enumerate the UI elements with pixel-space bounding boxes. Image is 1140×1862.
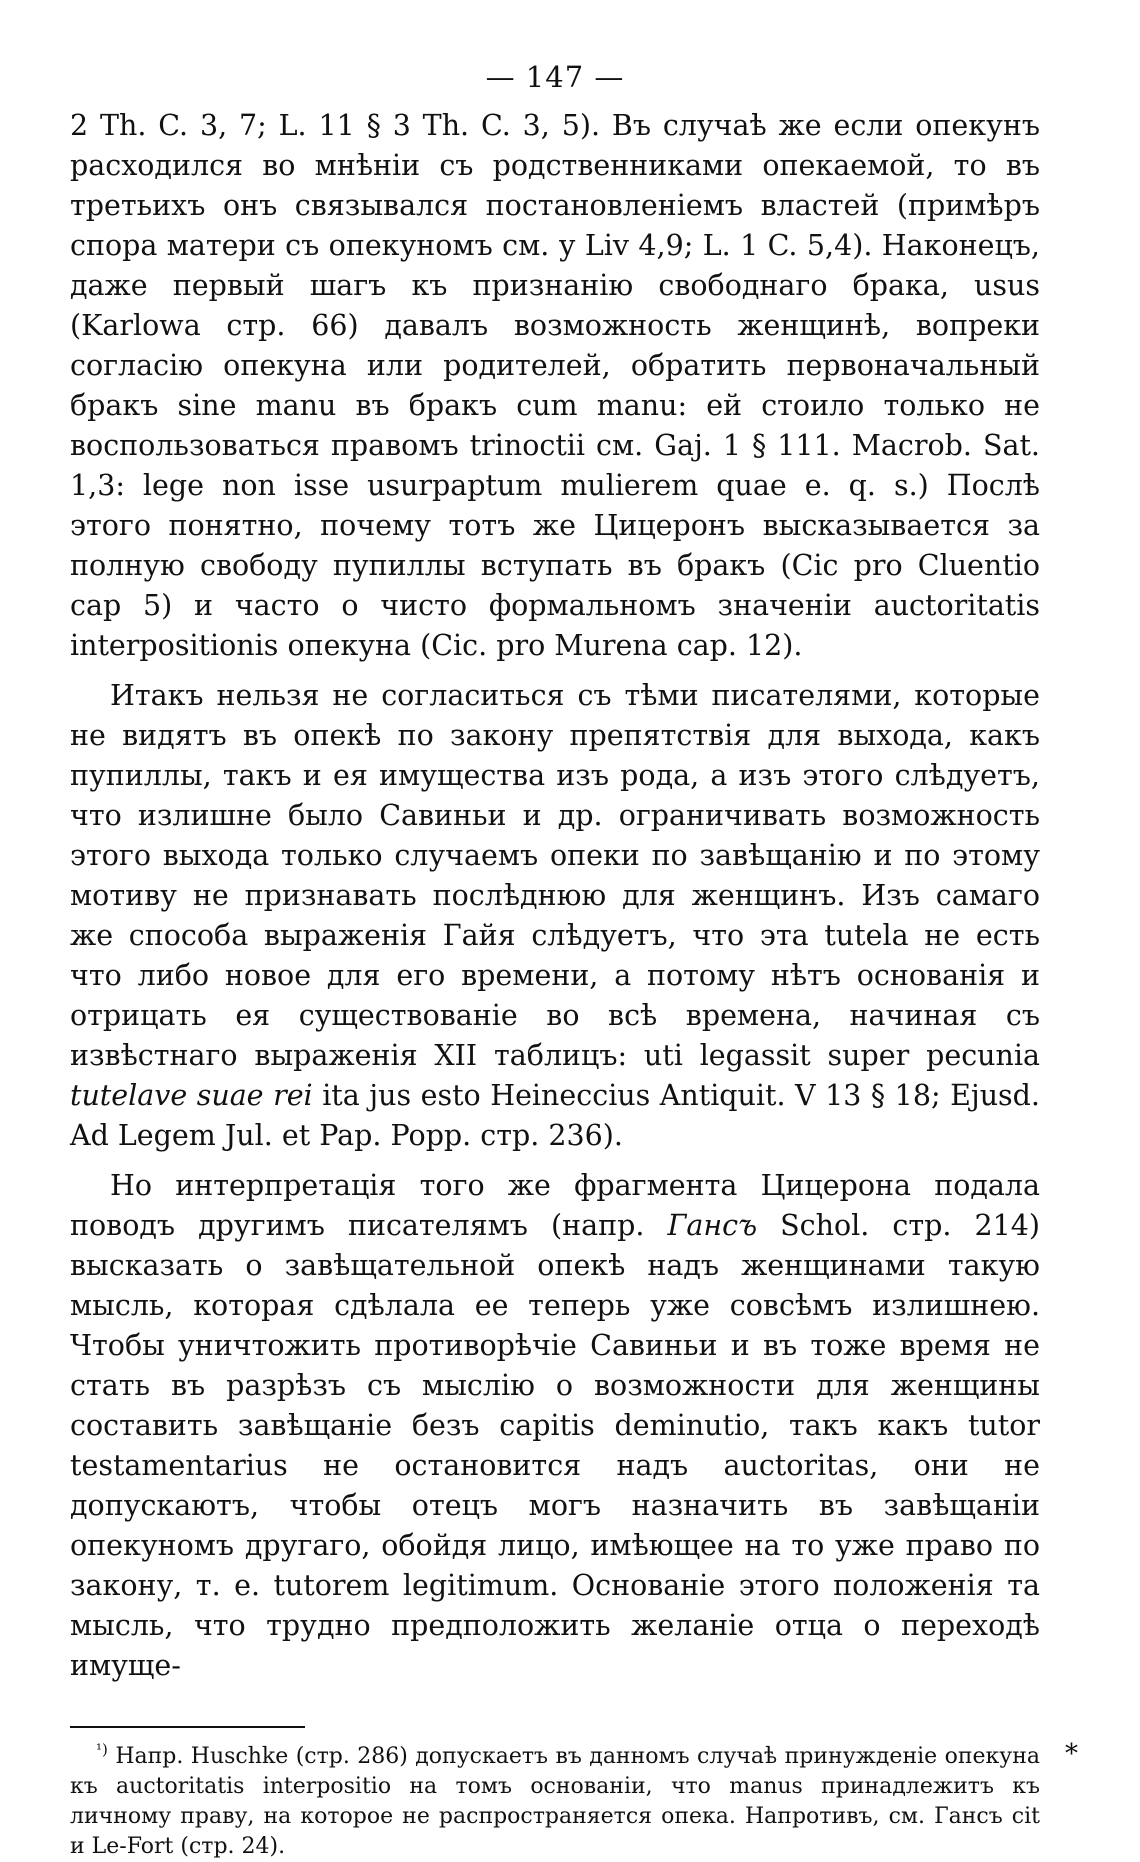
paragraph-2-text-before: Итакъ нельзя не согласиться съ тѣми писателями, которые не видятъ въ опекѣ по закону препятствія для выхода, какъ пупиллы, такъ и ея имущества изъ рода, а изъ этого слѣдуетъ, что излишне было Савиньи и др. ограничивать возможность этого выхода только случаемъ опеки по завѣщанію и по этому мотиву не признавать послѣднюю для женщинъ. Изъ самаго же способа выраженія Гайя слѣдуетъ, что эта tutela не есть что либо новое для его времени, а потому нѣтъ основанія и отрицать ея существованіе во всѣ времена, начиная съ извѣстнаго выраженія XII таблицъ: uti legassit super pecunia xyxy=(70,679,1040,1072)
paragraph-1: 2 Th. C. 3, 7; L. 11 § 3 Th. C. 3, 5). Въ случаѣ же если опекунъ расходился во мнѣніи съ родственниками опекаемой, то въ третьихъ онъ связывался постановленіемъ властей (примѣръ спора матери съ опекуномъ см. у Liv 4,9; L. 1 C. 5,4). Наконецъ, даже первый шагъ къ признанію свободнаго брака, usus (Karlowa стр. 66) давалъ возможность женщинѣ, вопреки согласію опекуна или родителей, обратить первоначальный бракъ sine manu въ бракъ cum manu: ей стоило только не воспользоваться правомъ trinoctii см. Gaj. 1 § 111. Macrob. Sat. 1,3: lege non isse usurраptum mulierem quae e. q. s.) Послѣ этого понятно, почему тотъ же Цицеронъ высказывается за полную свободу пупиллы вступать въ бракъ (Cic pro Cluentio cap 5) и часто о чисто формальномъ значеніи auctoritatis interpositionis опекуна (Cic. pro Murena cap. 12). xyxy=(70,109,1040,662)
paragraph-2-italic-phrase: tutelave suae rei xyxy=(70,1079,313,1112)
paragraph-3-text-before: Но интерпретація того же фрагмента Цицерона подала поводъ другимъ писателямъ (напр. xyxy=(70,1169,1040,1242)
footnote-marker: ¹) xyxy=(96,1740,108,1759)
footnote xyxy=(70,1742,1040,1862)
paragraph-3 xyxy=(70,1166,1040,1686)
paragraph-3-italic-name: Гансъ xyxy=(667,1209,758,1242)
signature-mark: * xyxy=(1065,1739,1078,1769)
page-number: — 147 — xyxy=(485,60,625,94)
paragraph-2 xyxy=(70,676,1040,1156)
footnote-text: Напр. Huschke (стр. 286) допускаетъ въ данномъ случаѣ принужденіе опекуна къ auctoritatis interpositio на томъ основаніи, что manus принадлежитъ къ личному праву, на которое не распространяется опека. Напротивъ, см. Гансъ cit и Le-Fort (стр. 24). xyxy=(70,1744,1040,1859)
footnote-divider xyxy=(70,1726,305,1728)
paragraph-3-text-after: Schol. стр. 214) высказать о завѣщательной опекѣ надъ женщинами такую мысль, которая сдѣлала ее теперь уже совсѣмъ излишнею. Чтобы уничтожить противорѣчіе Савиньи и въ тоже время не стать въ разрѣзъ съ мыслію о возможности для женщины составить завѣщаніе безъ capitis deminutio, такъ какъ tutor testamentarius не остановится надъ auctoritas, они не допускаютъ, чтобы отецъ могъ назначить въ завѣщаніи опекуномъ другаго, обойдя лицо, имѣющее на то уже право по закону, т. е. tutorem legitimum. Основаніе этого положенія та мысль, что трудно предположить желаніе отца о переходѣ имуще- xyxy=(70,1209,1041,1682)
paragraph-2-text-after: ita jus esto Heineccius Antiquit. V 13 § 18; Ejusd. Ad Legem Jul. et Pap. Popp. стр. 236). xyxy=(70,1079,1040,1152)
document-page xyxy=(70,60,1040,1862)
